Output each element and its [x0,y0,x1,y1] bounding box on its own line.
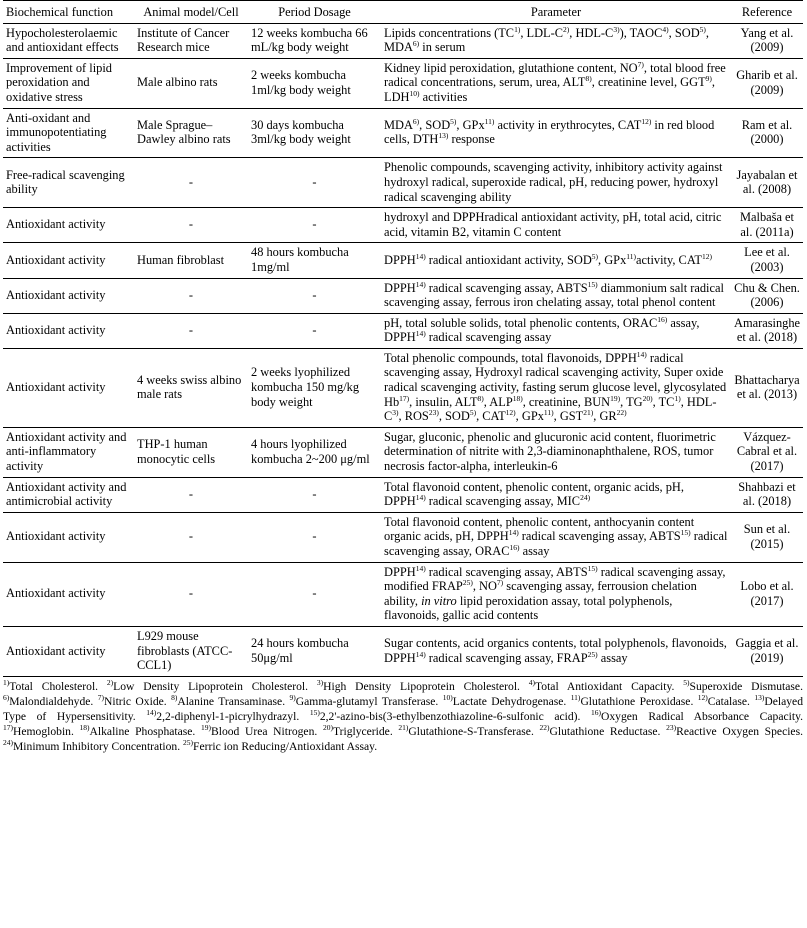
cell-reference: Ram et al. (2000) [731,108,803,158]
cell-parameter: DPPH$^{14)}$ radical antioxidant activity, SOD$^{5)}$, GPx$^{11)}$activity, CAT$^{12)}$ [381,243,731,278]
table-row [3,348,803,427]
cell-reference: Vázquez-Cabral et al. (2017) [731,427,803,477]
cell-biochemical-function: Antioxidant activity [3,626,134,676]
cell-animal-model: - [134,477,248,512]
footnote-item: $^{8)}$Alanine Transaminase. [171,692,286,708]
table-row [3,512,803,562]
header-reference: Reference [731,1,803,24]
footnote-item: $^{1)}$Total Cholesterol. [3,677,99,693]
footnote-marker: 25) [462,578,473,588]
cell-reference: Gaggia et al. (2019) [731,626,803,676]
footnote-marker: 16) [657,314,668,324]
footnote-marker: 8) [477,393,484,403]
cell-reference: Yang et al. (2009) [731,23,803,58]
cell-biochemical-function: Antioxidant activity and antimicrobial activity [3,477,134,512]
table-row [3,278,803,313]
cell-animal-model: - [134,562,248,626]
footnote-marker: 4) [662,24,669,34]
table-row [3,158,803,208]
footnote-item: $^{2)}$Low Density Lipoprotein Cholesterol. [106,677,309,693]
footnote-item: $^{17)}$Hemoglobin. [3,722,74,738]
cell-reference: Lobo et al. (2017) [731,562,803,626]
cell-reference: Lee et al. (2003) [731,243,803,278]
footnote-marker: 19) [610,393,621,403]
footnote-marker: 13) [438,131,449,141]
footnote-marker: 11) [484,116,495,126]
footnote-marker: 6) [412,116,420,126]
cell-biochemical-function: Anti-oxidant and immunopotentiating activities [3,108,134,158]
footnote-marker: 14) [415,493,426,503]
cell-reference: Amarasinghe et al. (2018) [731,313,803,348]
footnote-marker: 2) [563,24,570,34]
footnote-item: $^{11)}$Glutathione Peroxidase. [570,692,694,708]
footnote-marker: 5) [591,251,599,261]
cell-period-dosage: 4 hours lyophilized kombucha 2~200 μg/ml [248,427,381,477]
cell-animal-model: L929 mouse fibroblasts (ATCC-CCL1) [134,626,248,676]
footnote-marker: 7) [496,578,504,588]
cell-period-dosage: - [248,278,381,313]
cell-biochemical-function: Antioxidant activity and anti-inflammatory activity [3,427,134,477]
footnote-marker: 12) [701,251,712,261]
footnote-marker: 14) [636,349,647,359]
cell-reference: Sun et al. (2015) [731,512,803,562]
cell-biochemical-function: Antioxidant activity [3,562,134,626]
cell-reference: Chu & Chen. (2006) [731,278,803,313]
cell-biochemical-function: Antioxidant activity [3,278,134,313]
cell-period-dosage: 48 hours kombucha 1mg/ml [248,243,381,278]
table-row [3,313,803,348]
table-row [3,58,803,108]
footnote-marker: 9) [705,74,712,84]
cell-period-dosage: - [248,208,381,243]
footnote-item: $^{14)}$2,2-diphenyl-1-picrylhydrazyl. [146,707,300,723]
footnote-marker: 14) [415,649,426,659]
footnote-marker: 14) [415,251,426,261]
footnote-item: $^{18)}$Alkaline Phosphatase. [79,722,196,738]
table-row [3,477,803,512]
cell-parameter: Total flavonoid content, phenolic content, organic acids, pH, DPPH$^{14)}$ radical scavenging assay, MIC$^{24)}$ [381,477,731,512]
header-animal-model: Animal model/Cell [134,1,248,24]
cell-period-dosage: - [248,562,381,626]
cell-biochemical-function: Free-radical scavenging ability [3,158,134,208]
table-header-row [3,1,803,24]
cell-period-dosage: 12 weeks kombucha 66 mL/kg body weight [248,23,381,58]
cell-biochemical-function: Antioxidant activity [3,243,134,278]
footnote-item: $^{3)}$High Density Lipoprotein Cholesterol. [316,677,520,693]
footnote-marker: 3) [392,408,399,418]
cell-reference: Malbaša et al. (2011a) [731,208,803,243]
footnote-item: $^{15)}$2,2'-azino-bis(3-ethylbenzothiazoline-6-sulfonic acid). [309,707,581,723]
table-row [3,23,803,58]
footnote-marker: 10) [409,88,420,98]
cell-biochemical-function: Antioxidant activity [3,512,134,562]
header-biochemical-function: Biochemical function [3,1,134,24]
cell-period-dosage: - [248,313,381,348]
footnote-marker: 1) [514,24,521,34]
cell-parameter: DPPH$^{14)}$ radical scavenging assay, ABTS$^{15)}$ diammonium salt radical scavenging assay, ferrous iron chelating assay, total phenol content [381,278,731,313]
table-row [3,208,803,243]
footnote-marker: 24) [580,493,591,503]
cell-period-dosage: 30 days kombucha 3ml/kg body weight [248,108,381,158]
footnote-marker: 1) [674,393,681,403]
cell-reference: Jayabalan et al. (2008) [731,158,803,208]
cell-animal-model: THP-1 human monocytic cells [134,427,248,477]
footnote-marker: 18) [512,393,523,403]
cell-animal-model: Male albino rats [134,58,248,108]
cell-animal-model: - [134,208,248,243]
footnote-marker: 5) [450,116,457,126]
cell-period-dosage: 2 weeks lyophilized kombucha 150 mg/kg body weight [248,348,381,427]
footnote-marker: 16) [509,542,520,552]
footnote-item: $^{10)}$Lactate Dehydrogenase. [442,692,567,708]
cell-period-dosage: - [248,477,381,512]
footnote-marker: 7) [637,59,644,69]
footnote-marker: 14) [508,528,519,538]
footnote-marker: 11) [626,251,636,261]
cell-animal-model: - [134,278,248,313]
footnote-marker: 23) [428,408,439,418]
footnote-item: $^{22)}$Glutathione Reductase. [539,722,661,738]
cell-parameter: Sugar, gluconic, phenolic and glucuronic acid content, fluorimetric determination of nitrite with 2,3-diaminonaphthalene, ROS, tumor necrosis factor-alpha, interleukin-6 [381,427,731,477]
footnote-item: $^{24)}$Minimum Inhibitory Concentration. [3,737,181,753]
cell-reference: Bhattacharya et al. (2013) [731,348,803,427]
footnote-marker: 15) [680,528,691,538]
cell-animal-model: Male Sprague–Dawley albino rats [134,108,248,158]
cell-animal-model: - [134,158,248,208]
cell-animal-model: - [134,313,248,348]
footnote-item: $^{20)}$Triglyceride. [322,722,393,738]
footnote-item: $^{5)}$Superoxide Dismutase. [683,677,803,693]
footnote-marker: 14) [415,563,426,573]
footnote-marker: 3) [613,24,620,34]
footnote-item: $^{19)}$Blood Urea Nitrogen. [200,722,318,738]
cell-biochemical-function: Hypocholesterolaemic and antioxidant effects [3,23,134,58]
footnote-marker: 17) [399,393,410,403]
cell-period-dosage: 2 weeks kombucha 1ml/kg body weight [248,58,381,108]
cell-biochemical-function: Antioxidant activity [3,313,134,348]
footnote-marker: 12) [505,408,516,418]
table-row [3,243,803,278]
footnote-marker: 14) [415,329,426,339]
footnote-marker: 15) [587,563,598,573]
cell-reference: Gharib et al. (2009) [731,58,803,108]
table-row [3,562,803,626]
cell-biochemical-function: Improvement of lipid peroxidation and oxidative stress [3,58,134,108]
footnote-marker: 15) [587,279,598,289]
cell-parameter: Lipids concentrations (TC$^{1)}$, LDL-$C^{2)}$, HDL-$C^{3)}$), TAOC$^{4)}$, SOD$^{5)}$, MDA$^{6)}$ in serum [381,23,731,58]
table-row [3,626,803,676]
header-parameter: Parameter [381,1,731,24]
cell-biochemical-function: Antioxidant activity [3,348,134,427]
footnotes [3,677,803,754]
footnote-marker: 12) [641,116,652,126]
footnote-item: $^{7)}$Nitric Oxide. [97,692,167,708]
cell-animal-model: 4 weeks swiss albino male rats [134,348,248,427]
footnote-marker: 14) [415,279,426,289]
footnote-marker: 8) [585,74,592,84]
footnote-marker: 6) [412,39,420,49]
cell-animal-model: Human fibroblast [134,243,248,278]
footnote-item: $^{9)}$Gamma-glutamyl Transferase. [289,692,439,708]
table-row [3,427,803,477]
footnote-item: $^{6)}$Malondialdehyde. [3,692,94,708]
footnote-marker: 11) [543,408,554,418]
cell-parameter: Total phenolic compounds, total flavonoids, DPPH$^{14)}$ radical scavenging assay, Hydroxyl radical scavenging activity, Super oxide radical scavenging activity, fasting serum glucose level, glycosylated Hb$^{17)}$, insulin, ALT$^{8)}$, ALP$^{18)}$, creatinine, BUN$^{19)}$, TG$^{20)}$, TC$^{1)}$, HDL-$C^{3)}$, ROS$^{23)}$, SOD$^{5)}$, CAT$^{12)}$, GPx$^{11)}$, GST$^{21)}$, GR$^{22)}$ [381,348,731,427]
cell-animal-model: - [134,512,248,562]
footnote-marker: 22) [616,408,627,418]
footnote-marker: 21) [583,408,594,418]
footnote-item: $^{23)}$Reactive Oxygen Species. [666,722,803,738]
footnote-marker: 5) [699,24,706,34]
cell-parameter: Kidney lipid peroxidation, glutathione content, NO$^{7)}$, total blood free radical concentrations, serum, urea, ALT$^{8)}$, creatinine level, GGT$^{9)}$, LDH$^{10)}$ activities [381,58,731,108]
footnote-marker: 25) [587,649,598,659]
kombucha-antioxidant-table [3,0,803,677]
footnote-item: $^{16)}$Oxygen Radical Absorbance Capacity. [591,707,804,723]
cell-parameter: DPPH$^{14)}$ radical scavenging assay, ABTS$^{15)}$ radical scavenging assay, modified FRAP$^{25)}$, NO$^{7)}$ scavenging assay, ferrousion chelation ability, in vitro lipid peroxidation assay, total polyphenols, flavonoids, gallic acid contents [381,562,731,626]
footnote-marker: 5) [469,408,477,418]
footnote-item: $^{12)}$Catalase. [697,692,750,708]
footnote-marker: 20) [642,393,653,403]
cell-period-dosage: 24 hours kombucha 50μg/ml [248,626,381,676]
cell-reference: Shahbazi et al. (2018) [731,477,803,512]
header-period-dosage: Period Dosage [248,1,381,24]
footnote-item: $^{13)}$Delayed Type of Hypersensitivity. [3,692,804,723]
cell-parameter: Total flavonoid content, phenolic content, anthocyanin content organic acids, pH, DPPH$^{14)}$ radical scavenging assay, ABTS$^{15)}$ radical scavenging assay, ORAC$^{16)}$ assay [381,512,731,562]
cell-period-dosage: - [248,512,381,562]
footnote-item: $^{25)}$Ferric ion Reducing/Antioxidant Assay. [183,737,378,753]
cell-biochemical-function: Antioxidant activity [3,208,134,243]
cell-parameter: MDA$^{6)}$, SOD$^{5)}$, GPx$^{11)}$ activity in erythrocytes, CAT$^{12)}$ in red blood cells, DTH$^{13)}$ response [381,108,731,158]
table-body [3,23,803,676]
footnote-item: $^{21)}$Glutathione-S-Transferase. [398,722,534,738]
cell-parameter: Sugar contents, acid organics contents, total polyphenols, flavonoids, DPPH$^{14)}$ radical scavenging assay, FRAP$^{25)}$ assay [381,626,731,676]
cell-parameter: pH, total soluble solids, total phenolic contents, ORAC$^{16)}$ assay, DPPH$^{14)}$ radical scavenging assay [381,313,731,348]
cell-parameter: Phenolic compounds, scavenging activity, inhibitory activity against hydroxyl radical, superoxide radical, pH, reducing power, hydroxyl radical scavenging ability [381,158,731,208]
cell-period-dosage: - [248,158,381,208]
table-row [3,108,803,158]
cell-animal-model: Institute of Cancer Research mice [134,23,248,58]
cell-parameter: hydroxyl and DPPHradical antioxidant activity, pH, total acid, citric acid, vitamin B2, vitamin C content [381,208,731,243]
footnote-item: $^{4)}$Total Antioxidant Capacity. [528,677,675,693]
